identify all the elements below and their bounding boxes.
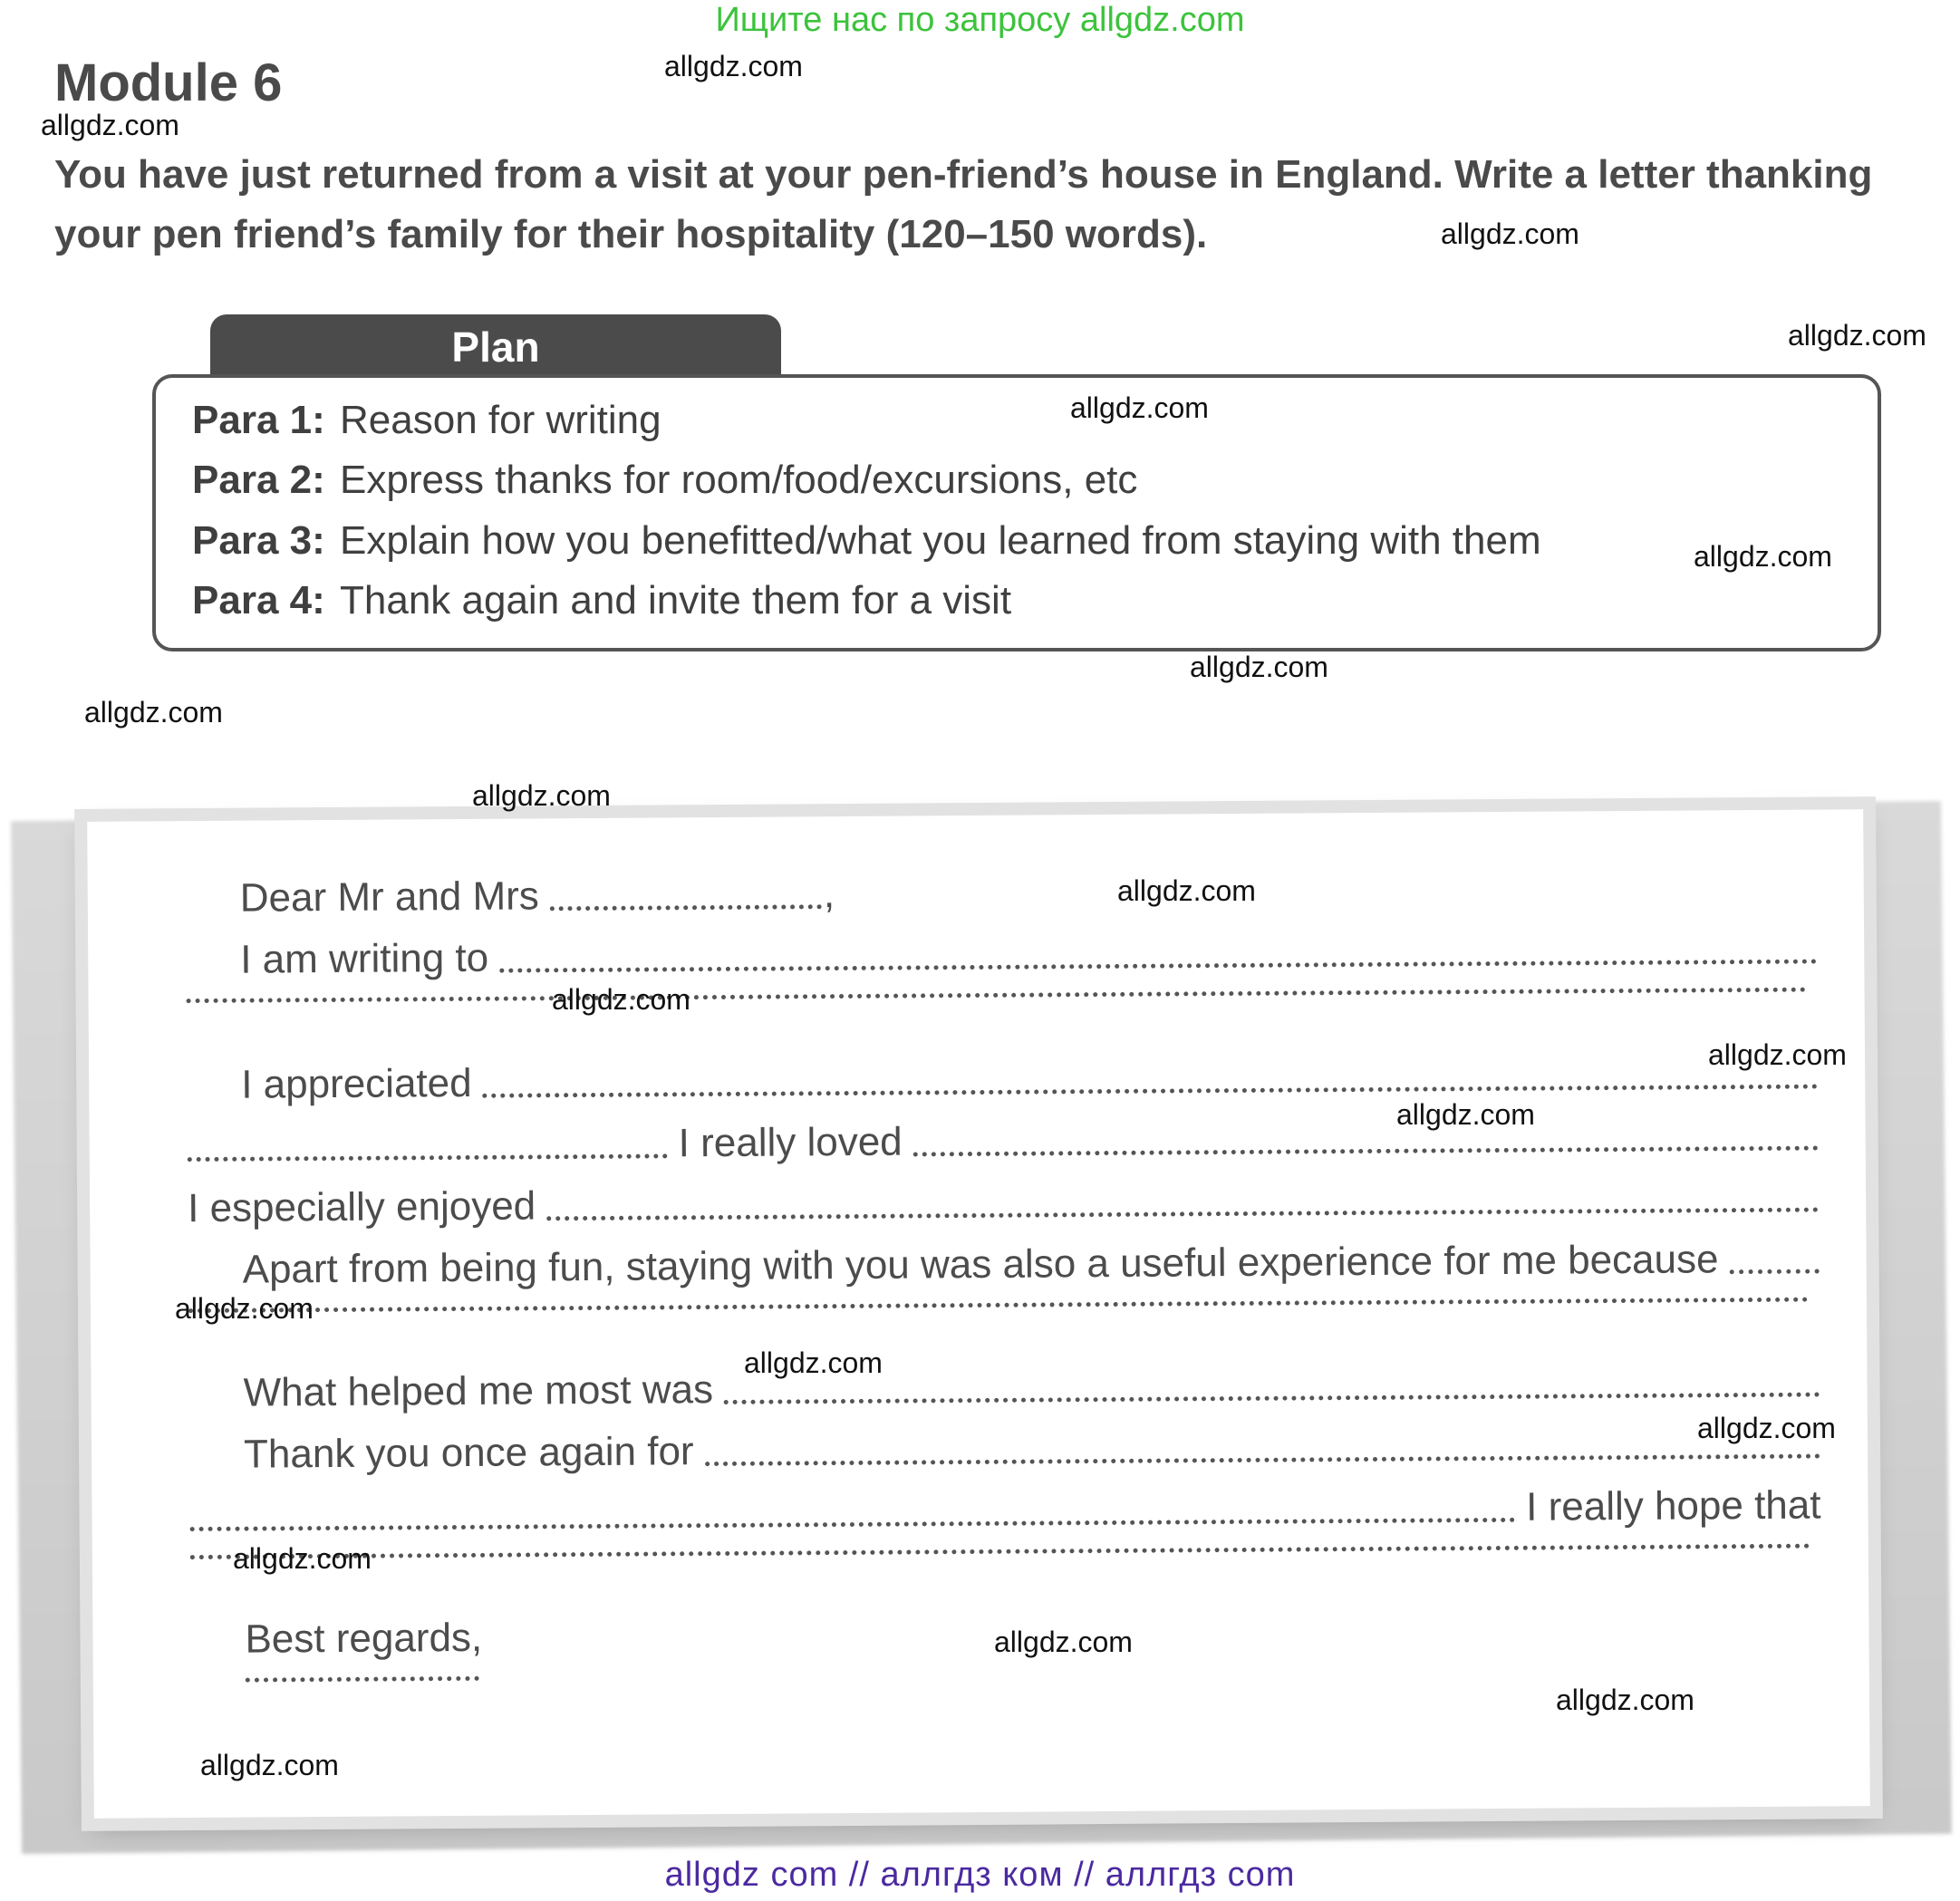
blank-line[interactable]	[705, 1454, 1820, 1467]
letter-line	[241, 1051, 1818, 1109]
watermark: allgdz.com	[1070, 391, 1209, 424]
watermark: allgdz.com	[552, 983, 690, 1016]
plan-row-label: Para 3:	[192, 518, 325, 563]
plan-row	[192, 458, 1137, 503]
letter-line	[187, 988, 1818, 1013]
plan-row	[192, 518, 1541, 564]
watermark: allgdz.com	[1396, 1098, 1535, 1131]
line-text: I especially enjoyed	[187, 1183, 536, 1231]
blank-line[interactable]	[550, 904, 822, 911]
blank-line[interactable]	[546, 1208, 1819, 1221]
blank-line[interactable]	[188, 1298, 1809, 1313]
watermark: allgdz.com	[175, 1292, 314, 1325]
letter-greeting	[240, 871, 835, 922]
greeting-text: Dear Mr and Mrs	[239, 873, 540, 921]
greeting-comma: ,	[823, 872, 835, 917]
letter-line	[243, 1359, 1820, 1417]
closing-text: Best regards,	[245, 1615, 483, 1662]
line-text: What helped me most was	[243, 1367, 714, 1415]
watermark: allgdz.com	[1788, 319, 1926, 352]
watermark: allgdz.com	[1694, 540, 1832, 573]
blank-line[interactable]	[246, 1676, 479, 1683]
blank-line[interactable]	[1730, 1269, 1820, 1275]
blank-line[interactable]	[187, 988, 1807, 1003]
letter-line	[242, 1236, 1819, 1294]
plan-row-label: Para 4:	[192, 578, 325, 622]
plan-box	[152, 374, 1881, 651]
blank-line[interactable]	[499, 960, 1817, 973]
watermark: allgdz.com	[1190, 651, 1328, 683]
watermark: allgdz.com	[472, 779, 611, 812]
watermark: allgdz.com	[233, 1542, 372, 1575]
letter-line	[188, 1113, 1819, 1172]
plan-row-text: Explain how you benefitted/what you learned from staying with them	[340, 518, 1541, 563]
letter-line	[244, 1421, 1820, 1479]
letter-line	[188, 1174, 1819, 1233]
plan-row-text: Reason for writing	[340, 398, 661, 442]
watermark: allgdz.com	[41, 109, 179, 141]
line-text: I appreciated	[241, 1060, 472, 1107]
plan-row-text: Thank again and invite them for a visit	[340, 578, 1012, 622]
watermark: allgdz.com	[664, 50, 803, 82]
blank-line[interactable]	[188, 1153, 668, 1162]
watermark: allgdz.com	[1697, 1412, 1836, 1444]
letter-line	[240, 926, 1817, 984]
blank-line[interactable]	[190, 1518, 1516, 1531]
plan-row-text: Express thanks for room/food/excursions, etc	[340, 458, 1138, 502]
letter-line	[189, 1482, 1820, 1541]
watermark: allgdz.com	[200, 1749, 339, 1781]
plan-row	[192, 578, 1011, 623]
footer-watermark: allgdz com // аллгдз ком // аллгдз com	[664, 1856, 1296, 1894]
line-text: Thank you once again for	[243, 1429, 694, 1477]
watermark: allgdz.com	[744, 1346, 883, 1379]
letter-sheet	[87, 809, 1870, 1819]
watermark: allgdz.com	[994, 1626, 1133, 1658]
watermark: allgdz.com	[1556, 1684, 1694, 1716]
line-text: I really hope that	[1526, 1482, 1821, 1529]
page-title: Module 6	[54, 53, 283, 112]
top-banner: Ищите нас по запросу allgdz.com	[715, 1, 1245, 39]
plan-tab: Plan	[210, 314, 781, 378]
letter-line	[188, 1298, 1820, 1323]
line-text: I really loved	[678, 1119, 903, 1166]
line-text: Apart from being fun, staying with you was also a useful experience for me because	[242, 1237, 1719, 1292]
line-text: I am writing to	[240, 935, 489, 982]
watermark: allgdz.com	[84, 696, 223, 729]
watermark: allgdz.com	[1117, 874, 1256, 907]
watermark: allgdz.com	[1441, 217, 1579, 250]
plan-row-label: Para 2:	[192, 458, 325, 502]
plan-row-label: Para 1:	[192, 398, 325, 442]
plan-row	[192, 398, 661, 443]
blank-line[interactable]	[724, 1393, 1820, 1404]
letter-closing	[245, 1615, 482, 1664]
signature-line	[246, 1676, 490, 1692]
task-instructions: You have just returned from a visit at your pen-friend’s house in England. Write a letter thanking your pen friend’s family for their hospitality (120–150 words).	[54, 152, 1873, 256]
letter-line	[190, 1544, 1821, 1569]
blank-line[interactable]	[483, 1085, 1819, 1098]
blank-line[interactable]	[190, 1544, 1810, 1559]
blank-line[interactable]	[913, 1146, 1819, 1157]
watermark: allgdz.com	[1708, 1038, 1847, 1071]
